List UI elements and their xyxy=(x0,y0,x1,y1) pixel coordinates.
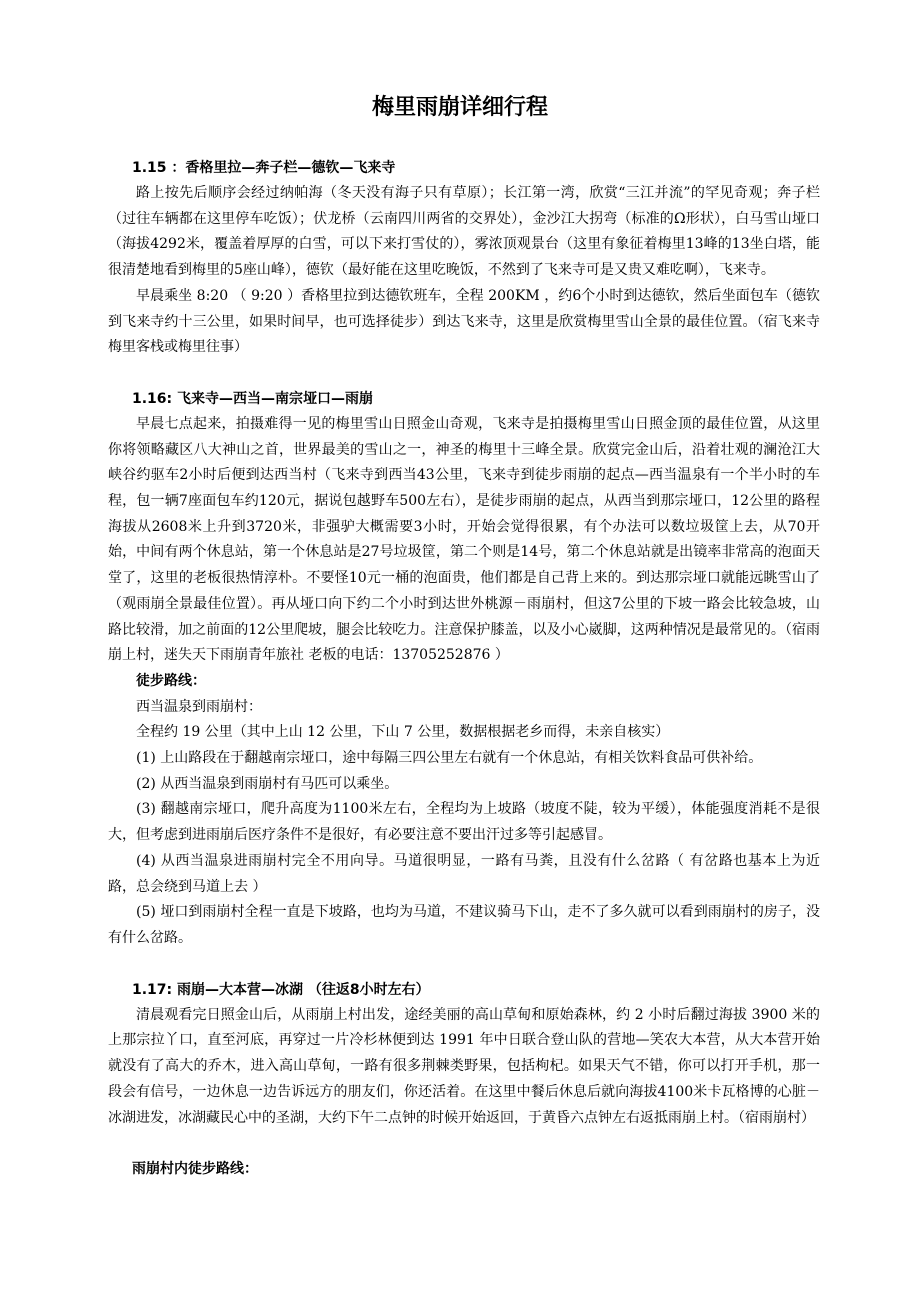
route-item: (1) 上山路段在于翻越南宗垭口，途中每隔三四公里左右就有一个休息站，有相关饮料食品可供补给。 xyxy=(136,750,763,767)
section-heading: 1.16: 飞来寺—西当—南宗垭口—雨崩 xyxy=(132,390,374,407)
route-item: (2) 从西当温泉到雨崩村有马匹可以乘坐。 xyxy=(136,775,399,792)
section-village-trails xyxy=(108,1157,820,1182)
section-day-1-15 xyxy=(108,156,820,361)
route-summary: 全程约 19 公里（其中上山 12 公里，下山 7 公里，数据根据老乡而得，未亲自核实） xyxy=(136,724,670,741)
section-heading: 雨崩村内徒步路线： xyxy=(132,1161,258,1178)
document-body xyxy=(108,156,820,1182)
section-day-1-16 xyxy=(108,387,820,952)
route-subtitle: 西当温泉到雨崩村： xyxy=(136,698,262,715)
page-title: 梅里雨崩详细行程 xyxy=(371,95,548,120)
section-day-1-17 xyxy=(108,978,820,1132)
section-paragraph: 早晨七点起来，拍摄难得一见的梅里雪山日照金山奇观，飞来寺是拍摄梅里雪山日照金顶的最佳位置，从这里你将领略藏区八大神山之首，世界最美的雪山之一，神圣的梅里十三峰全景。欣赏完金山后，沿着壮观的澜沧江大峡谷约驱车2小时后便到达西当村（飞来寺到西当43公里，飞来寺到徒步雨崩的起点—西当温泉有一个半小时的车程，包一辆7座面包车约120元，据说包越野车500左右），是徒步雨崩的起点，从西当到那宗垭口，12公里的路程海拔从2608米上升到3720米，非强驴大概需要3小时，开始会觉得很累，有个办法可以数垃圾筐上去，从70开始，中间有两个休息站，第一个休息站是27号垃圾筐，第二个则是14号，第二个休息站就是出镜率非常高的泡面天堂了，这里的老板很热情淳朴。不要怪10元一桶的泡面贵，他们都是自己背上来的。到达那宗垭口就能远眺雪山了（观雨崩全景最佳位置）。再从垭口向下约二个小时到达世外桃源－雨崩村，但这7公里的下坡一路会比较急坡，山路比较滑，加之前面的12公里爬坡，腿会比较吃力。注意保护膝盖，以及小心崴脚，这两种情况是最常见的。（宿雨崩上村，迷失天下雨崩青年旅社 老板的电话：13705252876 ） xyxy=(108,415,820,664)
section-heading: 1.17: 雨崩—大本营—冰湖 （往返8小时左右） xyxy=(132,981,430,998)
route-item: (5) 垭口到雨崩村全程一直是下坡路，也均为马道，不建议骑马下山，走不了多久就可以看到雨崩村的房子，没有什么岔路。 xyxy=(108,904,820,946)
route-item: (4) 从西当温泉进雨崩村完全不用向导。马道很明显，一路有马粪，且没有什么岔路（ 有岔路也基本上为近路，总会绕到马道上去 ） xyxy=(108,852,820,895)
section-heading: 1.15 ：香格里拉—奔子栏—德钦—飞来寺 xyxy=(132,160,396,176)
route-label: 徒步路线： xyxy=(136,672,206,689)
section-paragraph: 清晨观看完日照金山后，从雨崩上村出发，途经美丽的高山草甸和原始森林，约 2 小时后翻过海拔 3900 米的上那宗拉丫口，直至河底，再穿过一片冷杉林便到达 1991 年中日联合登山队的营地—笑农大本营，从大本营开始就没有了高大的乔木，进入高山草甸，一路有很多荆棘类野果，包括枸杞。如果天气不错，你可以打开手机，那一段会有信号，一边休息一边告诉远方的朋友们，你还活着。在这里中餐后休息后就向海拔4100米卡瓦格博的心脏－冰湖进发，冰湖藏民心中的圣湖，大约下午二点钟的时候开始返回，于黄昏六点钟左右返抵雨崩上村。（宿雨崩村） xyxy=(108,1006,820,1126)
section-paragraph: 早晨乘坐 8:20 （ 9:20 ）香格里拉到达德钦班车，全程 200KM ，约6个小时到达德钦，然后坐面包车（德钦到飞来寺约十三公里，如果时间早，也可选择徒步）到达飞来寺，这里是欣赏梅里雪山全景的最佳位置。（宿飞来寺梅里客栈或梅里往事） xyxy=(108,287,820,356)
route-item: (3) 翻越南宗垭口，爬升高度为1100米左右，全程均为上坡路（坡度不陡，较为平缓），体能强度消耗不是很大，但考虑到进雨崩后医疗条件不是很好，有必要注意不要出汗过多等引起感冒。 xyxy=(108,801,820,844)
section-paragraph: 路上按先后顺序会经过纳帕海（冬天没有海子只有草原）；长江第一湾，欣赏“三江并流”的罕见奇观；奔子栏（过往车辆都在这里停车吃饭）；伏龙桥（云南四川两省的交界处），金沙江大拐弯（标准的Ω形状），白马雪山垭口（海拔4292米，覆盖着厚厚的白雪，可以下来打雪仗的），雾浓顶观景台（这里有象征着梅里13峰的13坐白塔，能很清楚地看到梅里的5座山峰），德钦（最好能在这里吃晚饭，不然到了飞来寺可是又贵又难吃啊），飞来寺。 xyxy=(108,185,820,279)
